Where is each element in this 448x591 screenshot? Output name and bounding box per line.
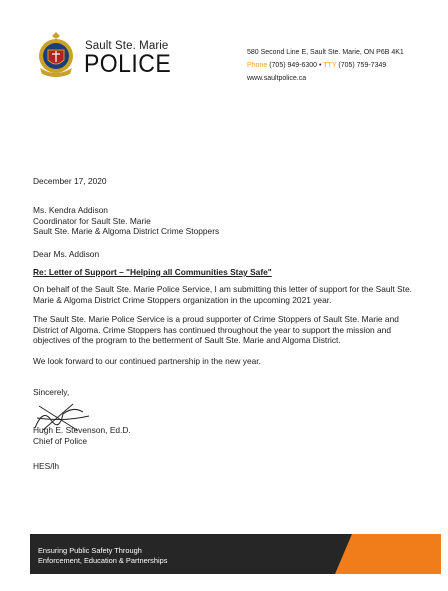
salutation: Dear Ms. Addison	[33, 249, 100, 259]
phone-line: Phone (705) 949-6300 • TTY (705) 759-7349	[247, 62, 387, 69]
signer-block	[33, 425, 131, 446]
footer-tagline	[38, 546, 167, 566]
phone-label: Phone	[247, 62, 268, 69]
tty-label: TTY	[323, 62, 337, 69]
contact-info	[247, 46, 443, 85]
organization-name: POLICE	[84, 50, 172, 78]
paragraph-1: On behalf of the Sault Ste. Marie Police Service, I am submitting this letter of support for the Sault Ste. Marie & Algoma District Crime Stoppers organization in the upcoming 2021 year.	[33, 284, 412, 305]
recipient-address	[33, 205, 219, 237]
tty-number: (705) 759-7349	[338, 62, 387, 69]
recipient-title: Coordinator for Sault Ste. Marie	[33, 215, 151, 226]
subject-line: Re: Letter of Support – "Helping all Communities Stay Safe"	[33, 267, 272, 277]
letterhead	[0, 0, 448, 110]
closing: Sincerely,	[33, 387, 70, 397]
letter-date: December 17, 2020	[33, 176, 107, 186]
recipient-organization: Sault Ste. Marie & Algoma District Crime Stoppers	[33, 226, 220, 236]
tagline-line-2: Enforcement, Education & Partnerships	[38, 556, 168, 565]
recipient-name: Ms. Kendra Addison	[33, 205, 108, 215]
police-crest-icon	[34, 30, 78, 78]
signer-name: Hugh E. Stevenson, Ed.D.	[33, 425, 131, 435]
address: 580 Second Line E, Sault Ste. Marie, ON P6B 4K1	[247, 49, 404, 56]
paragraph-2: The Sault Ste. Marie Police Service is a proud supporter of Crime Stoppers of Sault Ste. Marie and District of Algoma. Crime Stoppers has continued throughout the year to support the mission and objectives of the program to the betterment of Sault Ste. Marie and Algoma District.	[33, 314, 399, 345]
paragraph-3: We look forward to our continued partnership in the new year.	[33, 356, 261, 366]
phone-number: (705) 949-6300	[269, 62, 318, 69]
footer-orange-band	[335, 534, 441, 574]
organization-city: Sault Ste. Marie	[85, 40, 169, 52]
signer-title: Chief of Police	[33, 435, 87, 446]
tagline-line-1: Ensuring Public Safety Through	[38, 546, 142, 555]
website-link[interactable]: www.saultpolice.ca	[247, 75, 307, 82]
footer-banner	[30, 534, 441, 574]
typist-initials: HES/lh	[33, 461, 60, 471]
